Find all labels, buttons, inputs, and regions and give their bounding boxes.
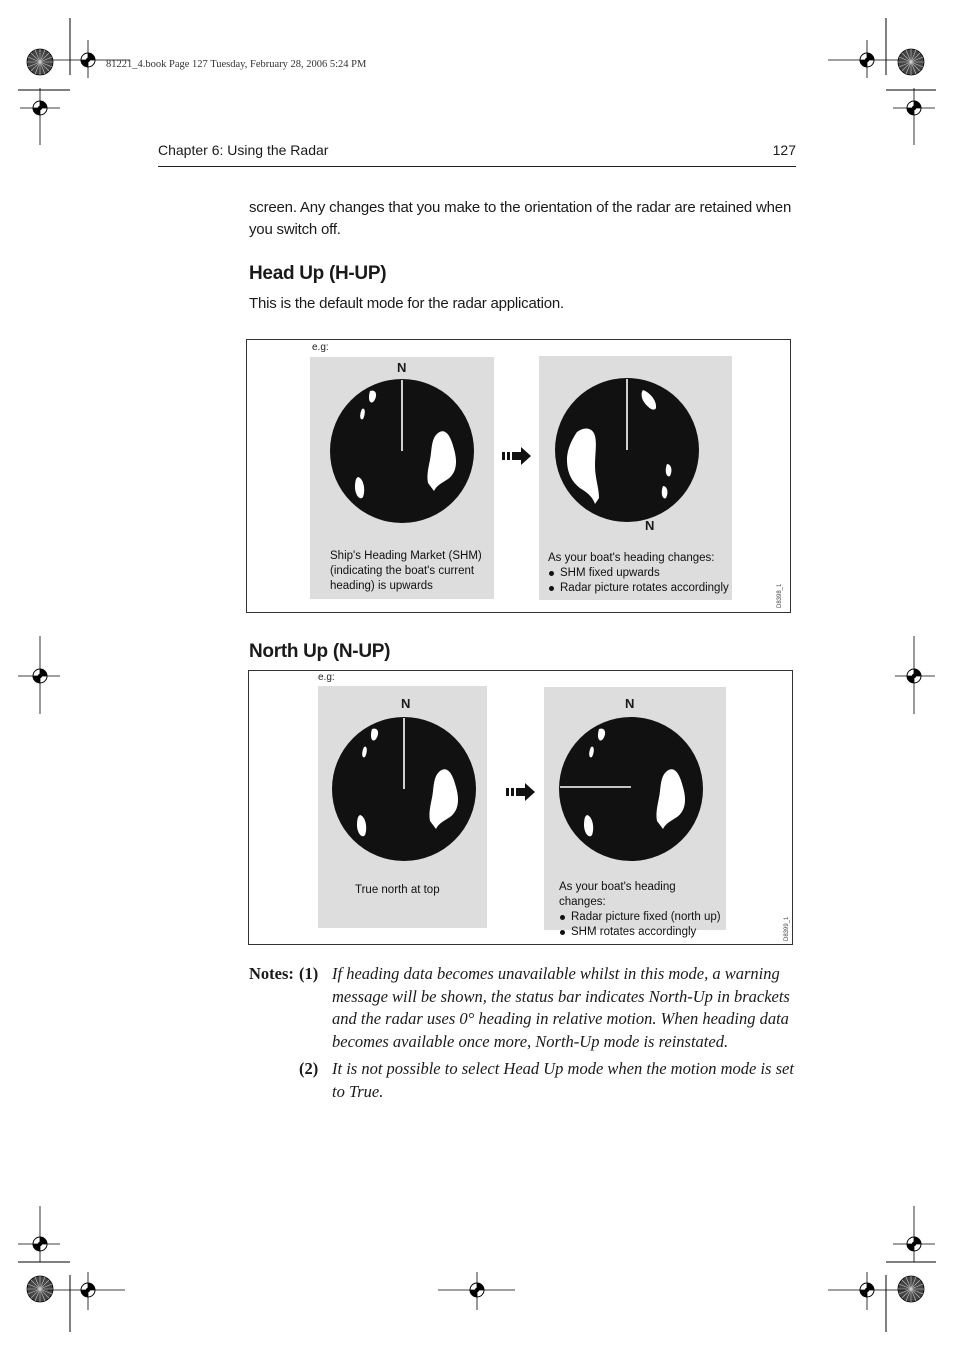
north-up-figure: [248, 670, 793, 945]
north-up-right-caption-title: As your boat's heading changes:: [559, 881, 676, 908]
page-number: 127: [772, 142, 796, 158]
radar-scope-northup-right: [559, 717, 703, 861]
north-up-heading: North Up (N-UP): [249, 641, 391, 662]
head-up-left-panel: [310, 357, 494, 599]
note-2-text: It is not possible to select Head Up mode when the motion mode is set to True.: [332, 1059, 794, 1101]
head-up-figure-code: D8398_1: [777, 583, 783, 608]
print-meta: 81221_4.book Page 127 Tuesday, February 28, 2006 5:24 PM: [106, 59, 367, 70]
radar-scope-headup-left: [330, 379, 474, 523]
notes-label: Notes:: [249, 964, 294, 983]
notes-section: [249, 963, 797, 1113]
north-up-right-bullets: [559, 910, 724, 940]
head-up-heading: Head Up (H-UP): [249, 263, 387, 284]
north-up-left-caption: True north at top: [355, 884, 440, 896]
head-up-description: This is the default mode for the radar application.: [249, 295, 564, 312]
north-up-left-panel: [318, 686, 487, 928]
running-header: [158, 142, 796, 167]
note-1-number: (1): [299, 964, 319, 983]
chapter-title: Chapter 6: Using the Radar: [158, 142, 329, 158]
north-up-figure-code: D8399_1: [784, 916, 790, 941]
head-up-right-bullets: [548, 566, 730, 596]
list-item: SHM fixed upwards: [548, 566, 730, 581]
head-up-left-caption: Ship's Heading Market (SHM) (indicating the boat's current heading) is upwards: [330, 550, 482, 592]
list-item: Radar picture rotates accordingly: [548, 581, 730, 596]
head-up-right-panel: [539, 356, 732, 600]
head-up-eg-label: e.g:: [312, 342, 329, 353]
radar-scope-northup-left: [332, 717, 476, 861]
note-2-number: (2): [299, 1059, 319, 1078]
head-up-left-n-label: N: [397, 360, 407, 375]
north-up-right-caption: [559, 880, 724, 940]
head-up-figure: [246, 339, 791, 613]
list-item: Radar picture fixed (north up): [559, 910, 724, 925]
head-up-right-n-label: N: [645, 518, 655, 533]
north-up-right-n-label: N: [625, 696, 635, 711]
note-1-text: If heading data becomes unavailable whilst in this mode, a warning message will be shown, the status bar indicates North-Up in brackets and the radar uses 0° heading in relative motion. When heading data becomes available once more, North-Up mode is reinstated.: [332, 964, 790, 1051]
head-up-right-caption-title: As your boat's heading changes:: [548, 552, 715, 564]
intro-paragraph: screen. Any changes that you make to the orientation of the radar are retained when you switch off.: [249, 199, 792, 238]
head-up-right-caption: [548, 551, 730, 596]
arrow-right-icon: [501, 446, 533, 466]
north-up-left-n-label: N: [401, 696, 411, 711]
north-up-eg-label: e.g:: [318, 672, 335, 683]
list-item: SHM rotates accordingly: [559, 925, 724, 940]
arrow-right-icon: [505, 782, 537, 802]
north-up-right-panel: [544, 687, 726, 938]
radar-scope-headup-right: [555, 378, 699, 522]
